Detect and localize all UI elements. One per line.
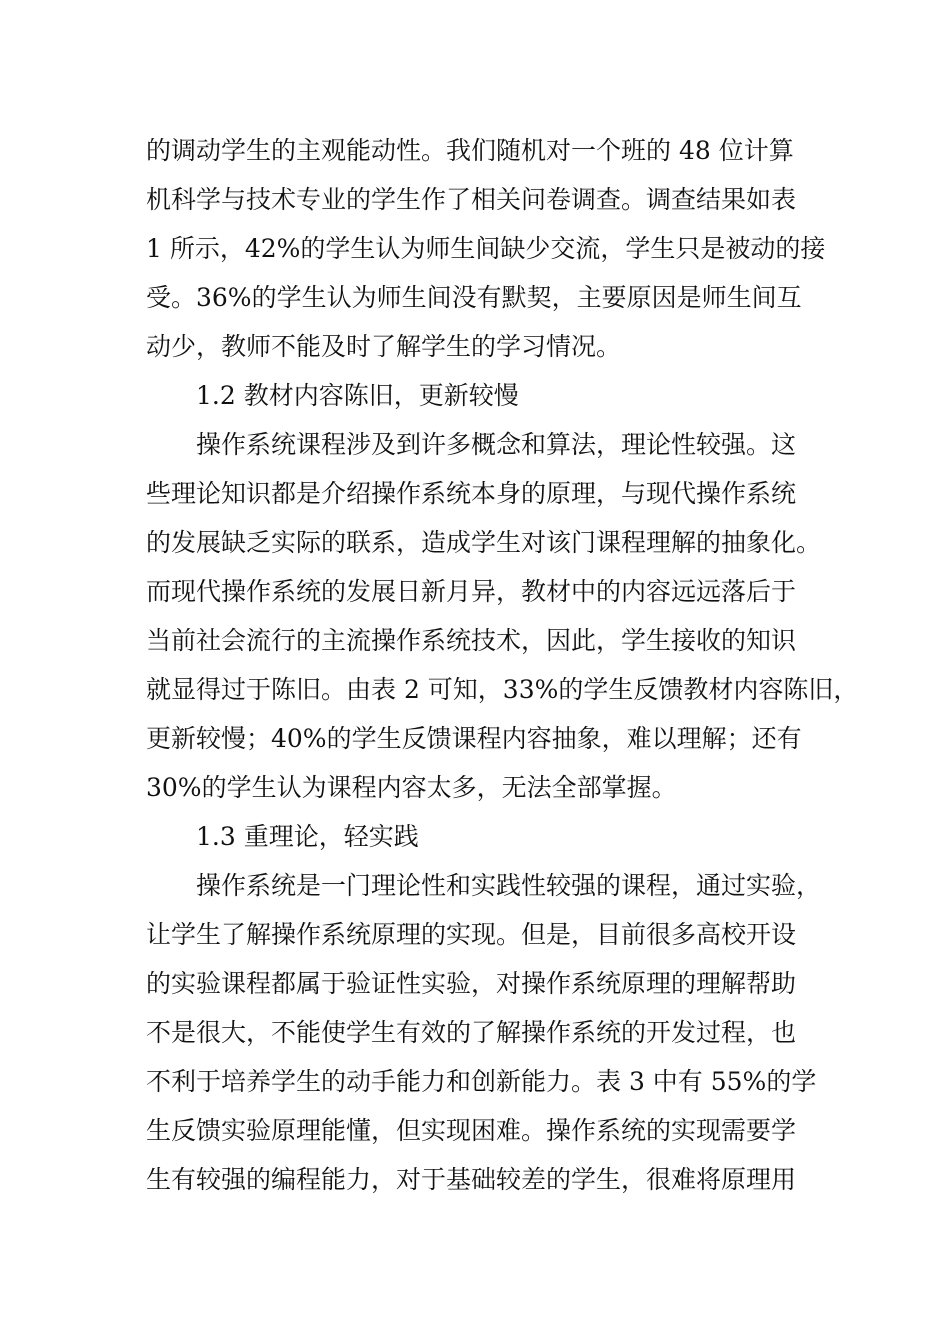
text-line: 些理论知识都是介绍操作系统本身的原理，与现代操作系统 xyxy=(146,479,797,508)
text-line: 生反馈实验原理能懂，但实现困难。操作系统的实现需要学 xyxy=(146,1116,797,1145)
text-line: 30%的学生认为课程内容太多，无法全部掌握。 xyxy=(146,773,677,802)
text-line: 的实验课程都属于验证性实验，对操作系统原理的理解帮助 xyxy=(146,969,797,998)
text-line: 不利于培养学生的动手能力和创新能力。表 3 中有 55%的学 xyxy=(146,1067,817,1096)
paragraph-start: 操作系统课程涉及到许多概念和算法，理论性较强。这 xyxy=(196,430,797,459)
text-line: 动少，教师不能及时了解学生的学习情况。 xyxy=(146,332,622,361)
body-text xyxy=(146,126,859,1204)
text-line: 更新较慢；40%的学生反馈课程内容抽象，难以理解；还有 xyxy=(146,724,802,753)
text-line: 当前社会流行的主流操作系统技术，因此，学生接收的知识 xyxy=(146,626,797,655)
text-line: 而现代操作系统的发展日新月异，教材中的内容远远落后于 xyxy=(146,577,797,606)
section-heading-1-3: 1.3 重理论，轻实践 xyxy=(196,822,419,851)
text-line: 受。36%的学生认为师生间没有默契，主要原因是师生间互 xyxy=(146,283,802,312)
text-line: 就显得过于陈旧。由表 2 可知，33%的学生反馈教材内容陈旧， xyxy=(146,675,859,704)
text-line: 让学生了解操作系统原理的实现。但是，目前很多高校开设 xyxy=(146,920,797,949)
text-line: 生有较强的编程能力，对于基础较差的学生，很难将原理用 xyxy=(146,1165,797,1194)
text-line: 机科学与技术专业的学生作了相关问卷调查。调查结果如表 xyxy=(146,185,797,214)
paragraph-start: 操作系统是一门理论性和实践性较强的课程，通过实验， xyxy=(196,871,822,900)
text-line: 不是很大，不能使学生有效的了解操作系统的开发过程，也 xyxy=(146,1018,797,1047)
text-line: 的发展缺乏实际的联系，造成学生对该门课程理解的抽象化。 xyxy=(146,528,822,557)
section-heading-1-2: 1.2 教材内容陈旧，更新较慢 xyxy=(196,381,519,410)
text-line: 1 所示，42%的学生认为师生间缺少交流，学生只是被动的接 xyxy=(146,234,826,263)
text-line: 的调动学生的主观能动性。我们随机对一个班的 48 位计算 xyxy=(146,136,794,165)
